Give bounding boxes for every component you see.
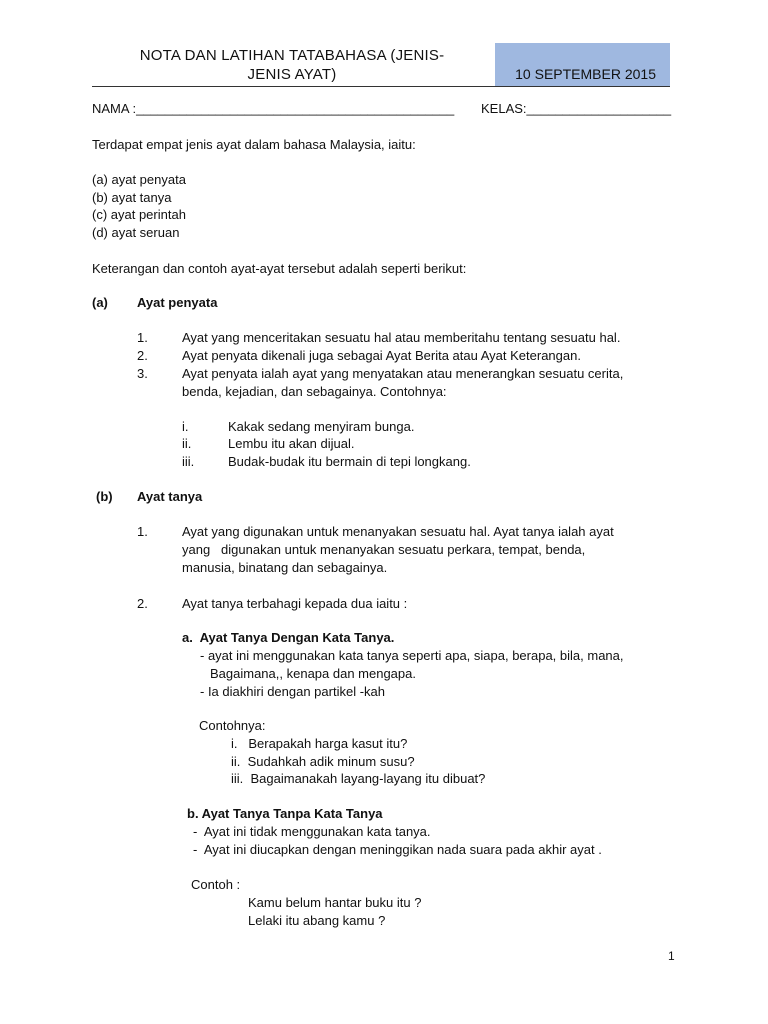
point-text: Ayat yang digunakan untuk menanyakan sesuatu hal. Ayat tanya ialah ayat [182,524,614,539]
example-text: Lembu itu akan dijual. [228,436,355,451]
type-item: (d) ayat seruan [92,225,180,240]
subsection-a-title: a. Ayat Tanya Dengan Kata Tanya. [182,630,395,645]
example-number: ii. [182,436,192,451]
point-text: Ayat yang menceritakan sesuatu hal atau memberitahu tentang sesuatu hal. [182,330,621,345]
point-number: 3. [137,366,148,381]
point-number: 2. [137,596,148,611]
intro-text: Terdapat empat jenis ayat dalam bahasa Malaysia, iaitu: [92,137,416,152]
subsection-line: - Ayat ini diucapkan dengan meninggikan nada suara pada akhir ayat . [193,842,602,857]
date-text: 10 SEPTEMBER 2015 [515,66,656,82]
title-line-1: NOTA DAN LATIHAN TATABAHASA (JENIS- [139,47,445,64]
explain-text: Keterangan dan contoh ayat-ayat tersebut adalah seperti berikut: [92,261,467,276]
title-line-2: JENIS AYAT) [247,66,337,83]
header-rule [92,86,670,87]
subsection-line: - Ayat ini tidak menggunakan kata tanya. [193,824,431,839]
type-item: (c) ayat perintah [92,207,186,222]
nama-field: NAMA :____________________________________________ [92,101,455,116]
point-text: Ayat penyata ialah ayat yang menyatakan atau menerangkan sesuatu cerita, [182,366,624,381]
contoh-label: Contohnya: [199,718,266,733]
example-text: Kamu belum hantar buku itu ? [248,895,422,910]
example-text: i. Berapakah harga kasut itu? [231,736,408,751]
kelas-field: KELAS:____________________ [481,101,672,116]
type-item: (b) ayat tanya [92,190,172,205]
document-title [92,46,492,84]
subsection-b-title: b. Ayat Tanya Tanpa Kata Tanya [187,806,383,821]
subsection-line: - ayat ini menggunakan kata tanya seperti apa, siapa, berapa, bila, mana, [200,648,624,663]
subsection-line: - Ia diakhiri dengan partikel -kah [200,684,385,699]
example-number: i. [182,419,189,434]
point-text-cont: yang digunakan untuk menanyakan sesuatu perkara, tempat, benda, [182,542,586,557]
date-box [495,43,670,86]
point-number: 2. [137,348,148,363]
example-text: Budak-budak itu bermain di tepi longkang. [228,454,471,469]
section-a-title: Ayat penyata [137,295,218,310]
point-text-cont: benda, kejadian, dan sebagainya. Contohnya: [182,384,447,399]
point-text: Ayat penyata dikenali juga sebagai Ayat Berita atau Ayat Keterangan. [182,348,581,363]
example-text: Lelaki itu abang kamu ? [248,913,386,928]
section-a-marker: (a) [92,295,108,310]
example-text: Kakak sedang menyiram bunga. [228,419,415,434]
point-number: 1. [137,330,148,345]
example-text: ii. Sudahkah adik minum susu? [231,754,415,769]
point-text-cont: manusia, binatang dan sebagainya. [182,560,388,575]
section-b-marker: (b) [96,489,113,504]
type-item: (a) ayat penyata [92,172,186,187]
contoh-label: Contoh : [191,877,241,892]
example-number: iii. [182,454,195,469]
subsection-line: Bagaimana,, kenapa dan mengapa. [210,666,416,681]
page-number: 1 [668,949,675,963]
point-number: 1. [137,524,148,539]
point-text: Ayat tanya terbahagi kepada dua iaitu : [182,596,408,611]
section-b-title: Ayat tanya [137,489,203,504]
example-text: iii. Bagaimanakah layang-layang itu dibuat? [231,771,486,786]
